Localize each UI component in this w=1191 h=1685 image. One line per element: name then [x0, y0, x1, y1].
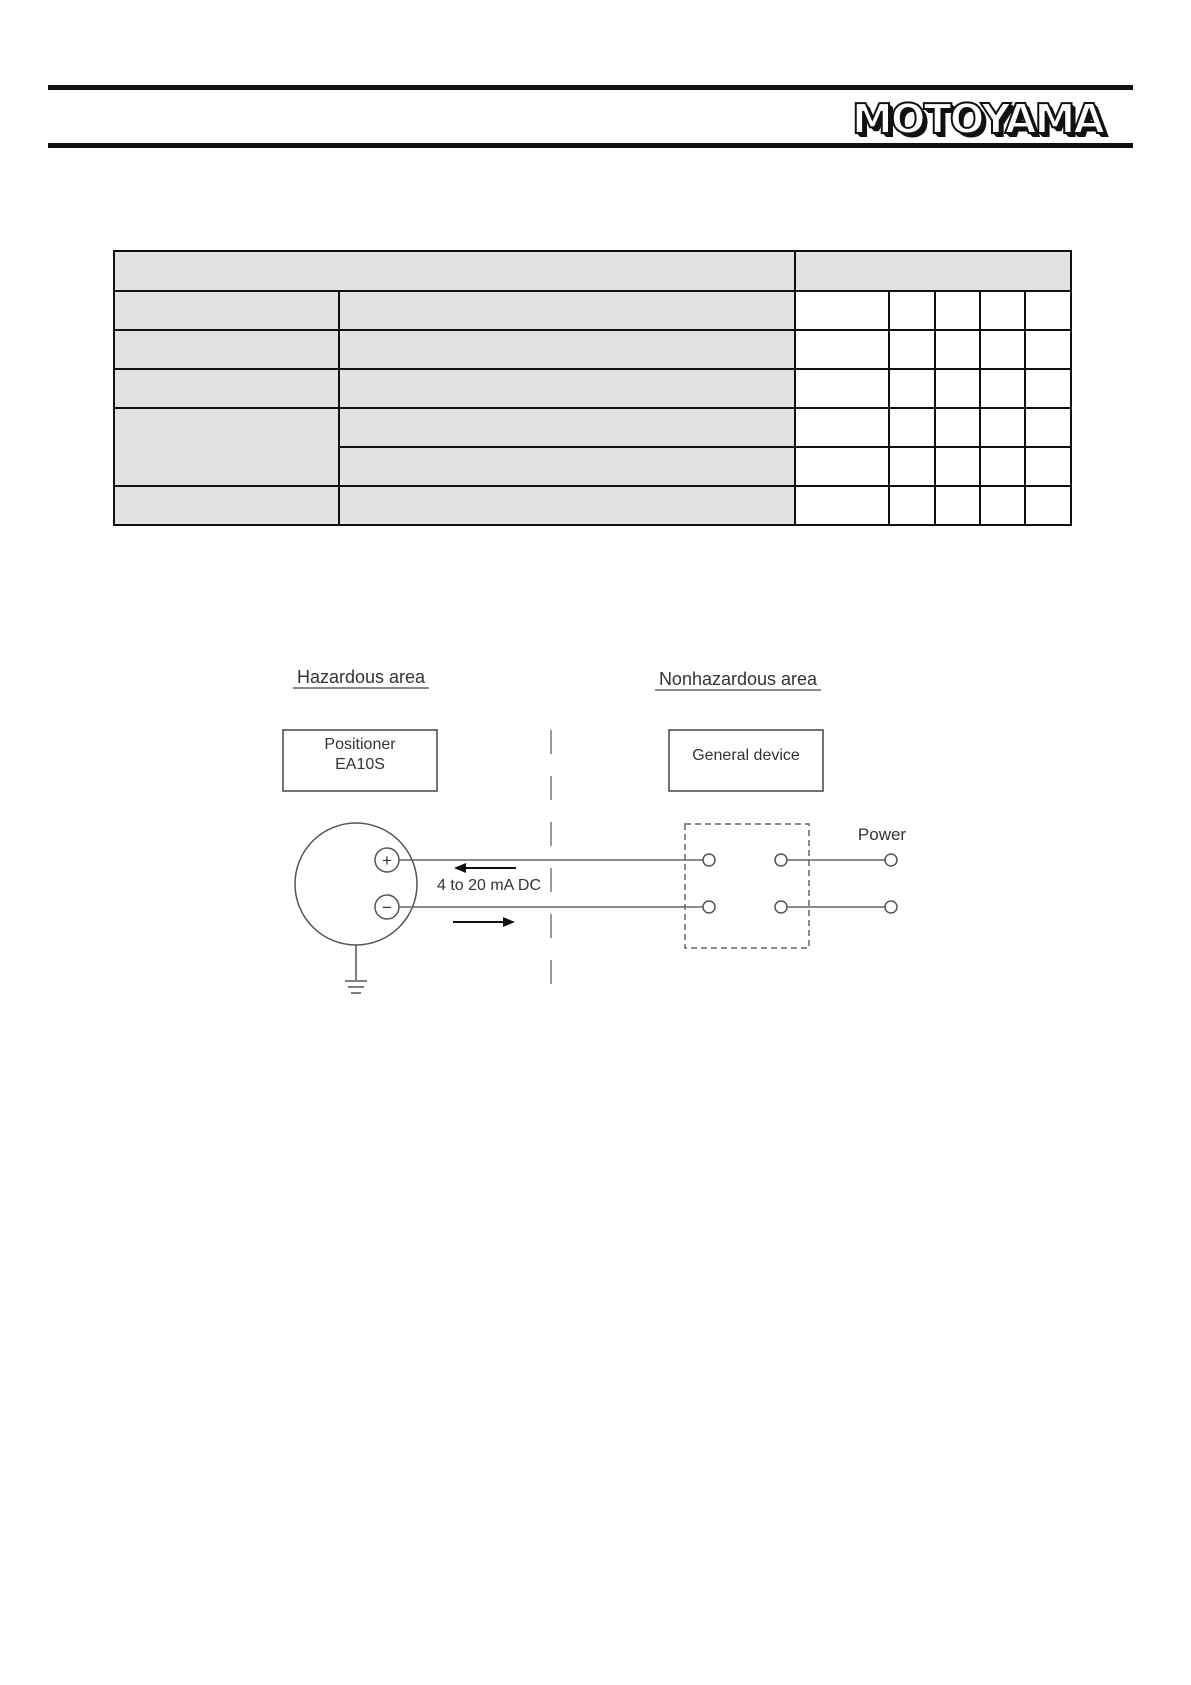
hazardous-area-label: Hazardous area — [296, 667, 426, 687]
return-arrow-head — [454, 863, 466, 873]
signal-range-label: 4 to 20 mA DC — [436, 877, 542, 894]
supply-arrow-head — [503, 917, 515, 927]
nonhazardous-area-label: Nonhazardous area — [658, 669, 818, 689]
terminal-out-minus — [775, 901, 787, 913]
general-device-label: General device — [692, 747, 800, 764]
positioner-model: EA10S — [335, 756, 385, 773]
terminal-in-minus — [703, 901, 715, 913]
terminal-block — [685, 824, 809, 948]
minus-symbol: − — [382, 898, 392, 917]
power-label: Power — [857, 825, 907, 844]
positioner-label: Positioner — [324, 736, 396, 753]
plus-symbol: + — [382, 851, 392, 870]
power-terminal-plus — [885, 854, 897, 866]
terminal-in-plus — [703, 854, 715, 866]
terminal-out-plus — [775, 854, 787, 866]
logo-text: MOTOYAMA — [852, 95, 1104, 143]
power-terminal-minus — [885, 901, 897, 913]
positioner-terminal-housing — [295, 823, 417, 945]
